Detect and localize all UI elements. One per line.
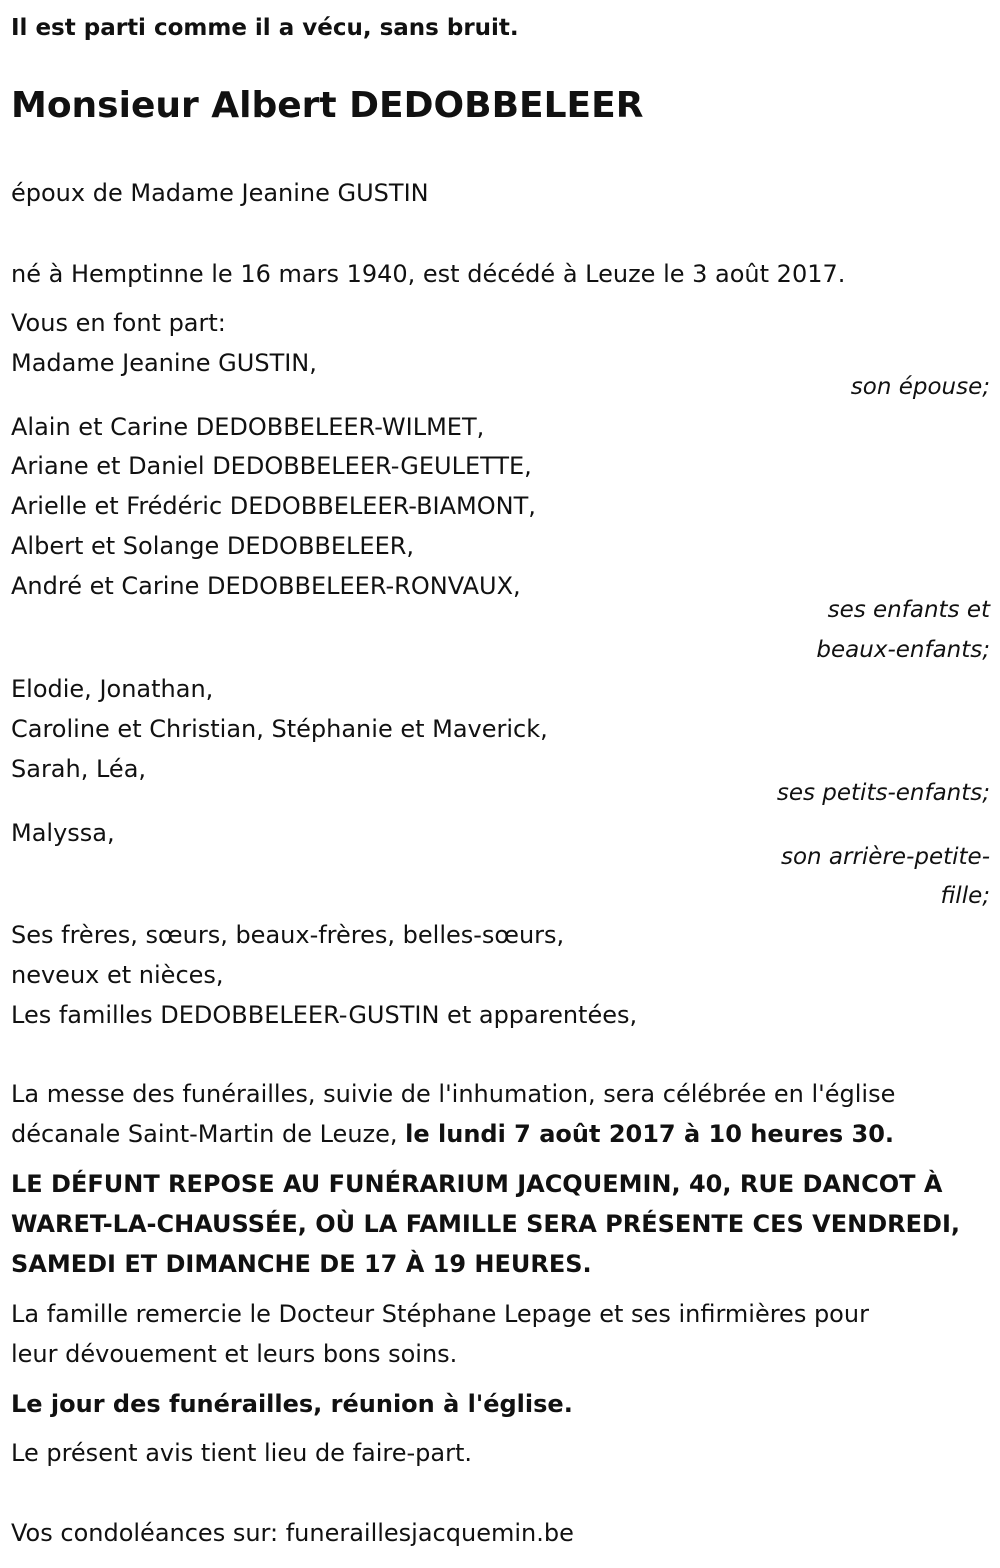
child-name: Alain et Carine DEDOBBELEER-WILMET, [11, 413, 485, 441]
children-role: ses enfants et [827, 597, 990, 623]
grandchild-name: Sarah, Léa, [11, 755, 147, 783]
spouse-line: époux de Madame Jeanine GUSTIN [11, 179, 429, 207]
deceased-name: Monsieur Albert DEDOBBELEER [11, 85, 644, 126]
ceremony-line: La messe des funérailles, suivie de l'inhumation, sera célébrée en l'église [11, 1080, 896, 1108]
great-grandchild-role: fille; [940, 883, 990, 909]
condolences-line: Vos condoléances sur: funeraillesjacquemin.be [11, 1519, 574, 1547]
grandchild-name: Caroline et Christian, Stéphanie et Maverick, [11, 715, 548, 743]
great-grandchild-role: son arrière-petite- [780, 844, 990, 870]
funerarium-line: SAMEDI ET DIMANCHE DE 17 À 19 HEURES. [11, 1250, 592, 1278]
funerarium-line: LE DÉFUNT REPOSE AU FUNÉRARIUM JACQUEMIN, 40, RUE DANCOT À [11, 1170, 943, 1198]
ceremony-line [11, 1114, 894, 1154]
child-name: André et Carine DEDOBBELEER-RONVAUX, [11, 572, 521, 600]
child-name: Ariane et Daniel DEDOBBELEER-GEULETTE, [11, 452, 532, 480]
spouse-role: son épouse; [850, 374, 990, 400]
ceremony-date: le lundi 7 août 2017 à 10 heures 30. [405, 1120, 895, 1148]
motto: Il est parti comme il a vécu, sans bruit. [11, 15, 519, 41]
grandchildren-role: ses petits-enfants; [776, 780, 990, 806]
notice-line: Le présent avis tient lieu de faire-part. [11, 1439, 473, 1467]
relatives-line: neveux et nièces, [11, 961, 224, 989]
funerarium-line: WARET-LA-CHAUSSÉE, OÙ LA FAMILLE SERA PRÉSENTE CES VENDREDI, [11, 1210, 960, 1238]
thanks-line: La famille remercie le Docteur Stéphane Lepage et ses infirmières pour [11, 1300, 869, 1328]
ceremony-location: décanale Saint-Martin de Leuze, [11, 1120, 406, 1148]
announce-line: Vous en font part: [11, 309, 226, 337]
great-grandchild-name: Malyssa, [11, 819, 115, 847]
child-name: Albert et Solange DEDOBBELEER, [11, 532, 415, 560]
birth-death-line: né à Hemptinne le 16 mars 1940, est décédé à Leuze le 3 août 2017. [11, 260, 846, 288]
relatives-line: Ses frères, sœurs, beaux-frères, belles-sœurs, [11, 921, 565, 949]
meeting-line: Le jour des funérailles, réunion à l'église. [11, 1390, 573, 1418]
grandchild-name: Elodie, Jonathan, [11, 675, 214, 703]
spouse-name: Madame Jeanine GUSTIN, [11, 349, 317, 377]
children-role: beaux-enfants; [816, 637, 990, 663]
relatives-line: Les familles DEDOBBELEER-GUSTIN et apparentées, [11, 1001, 638, 1029]
child-name: Arielle et Frédéric DEDOBBELEER-BIAMONT, [11, 492, 536, 520]
thanks-line: leur dévouement et leurs bons soins. [11, 1340, 458, 1368]
